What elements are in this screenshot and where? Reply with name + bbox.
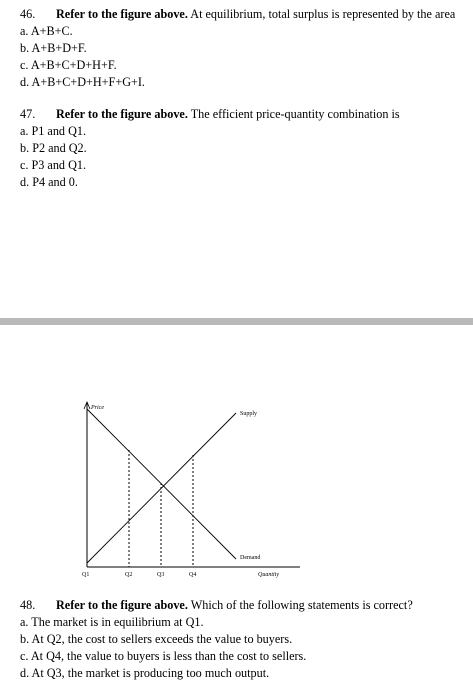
option-c[interactable]: c. A+B+C+D+H+F. [20, 58, 117, 72]
question-text: At equilibrium, total surplus is represented by the area [187, 7, 456, 21]
option-d[interactable]: d. At Q3, the market is producing too much output. [20, 666, 270, 680]
option-a[interactable]: a. A+B+C. [20, 24, 73, 38]
question-47 [20, 106, 465, 191]
demand-label: Demand [240, 555, 261, 561]
question-stem [20, 597, 465, 614]
option-c[interactable]: c. At Q4, the value to buyers is less than the cost to sellers. [20, 649, 307, 663]
question-number: 47. [20, 107, 36, 121]
question-lead: Refer to the figure above. [56, 598, 188, 612]
option-b[interactable]: b. P2 and Q2. [20, 141, 87, 155]
option-a[interactable]: a. The market is in equilibrium at Q1. [20, 615, 204, 629]
option-b[interactable]: b. At Q2, the cost to sellers exceeds the value to buyers. [20, 632, 293, 646]
question-text: Which of the following statements is correct? [187, 598, 413, 612]
supply-demand-diagram [70, 395, 310, 585]
option-d[interactable]: d. A+B+C+D+H+F+G+I. [20, 75, 145, 89]
question-lead: Refer to the figure above. [56, 7, 188, 21]
option-b[interactable]: b. A+B+D+F. [20, 41, 87, 55]
supply-label: Supply [240, 411, 258, 417]
section-divider [0, 318, 473, 325]
question-lead: Refer to the figure above. [56, 107, 188, 121]
supply-demand-figure [70, 395, 310, 585]
question-number: 46. [20, 7, 36, 21]
question-48 [20, 597, 465, 682]
y-axis-label: Price [91, 405, 104, 411]
question-46 [20, 6, 465, 91]
option-c[interactable]: c. P3 and Q1. [20, 158, 87, 172]
question-text: The efficient price-quantity combination is [187, 107, 400, 121]
option-d[interactable]: d. P4 and 0. [20, 175, 78, 189]
tick-q3: Q3 [157, 572, 165, 578]
question-stem [20, 106, 465, 123]
option-a[interactable]: a. P1 and Q1. [20, 124, 87, 138]
question-number: 48. [20, 598, 36, 612]
x-axis-label: Quantity [258, 572, 279, 578]
question-stem [20, 6, 465, 23]
tick-q4: Q4 [189, 572, 197, 578]
tick-q1: Q1 [82, 572, 90, 578]
tick-q2: Q2 [125, 572, 133, 578]
